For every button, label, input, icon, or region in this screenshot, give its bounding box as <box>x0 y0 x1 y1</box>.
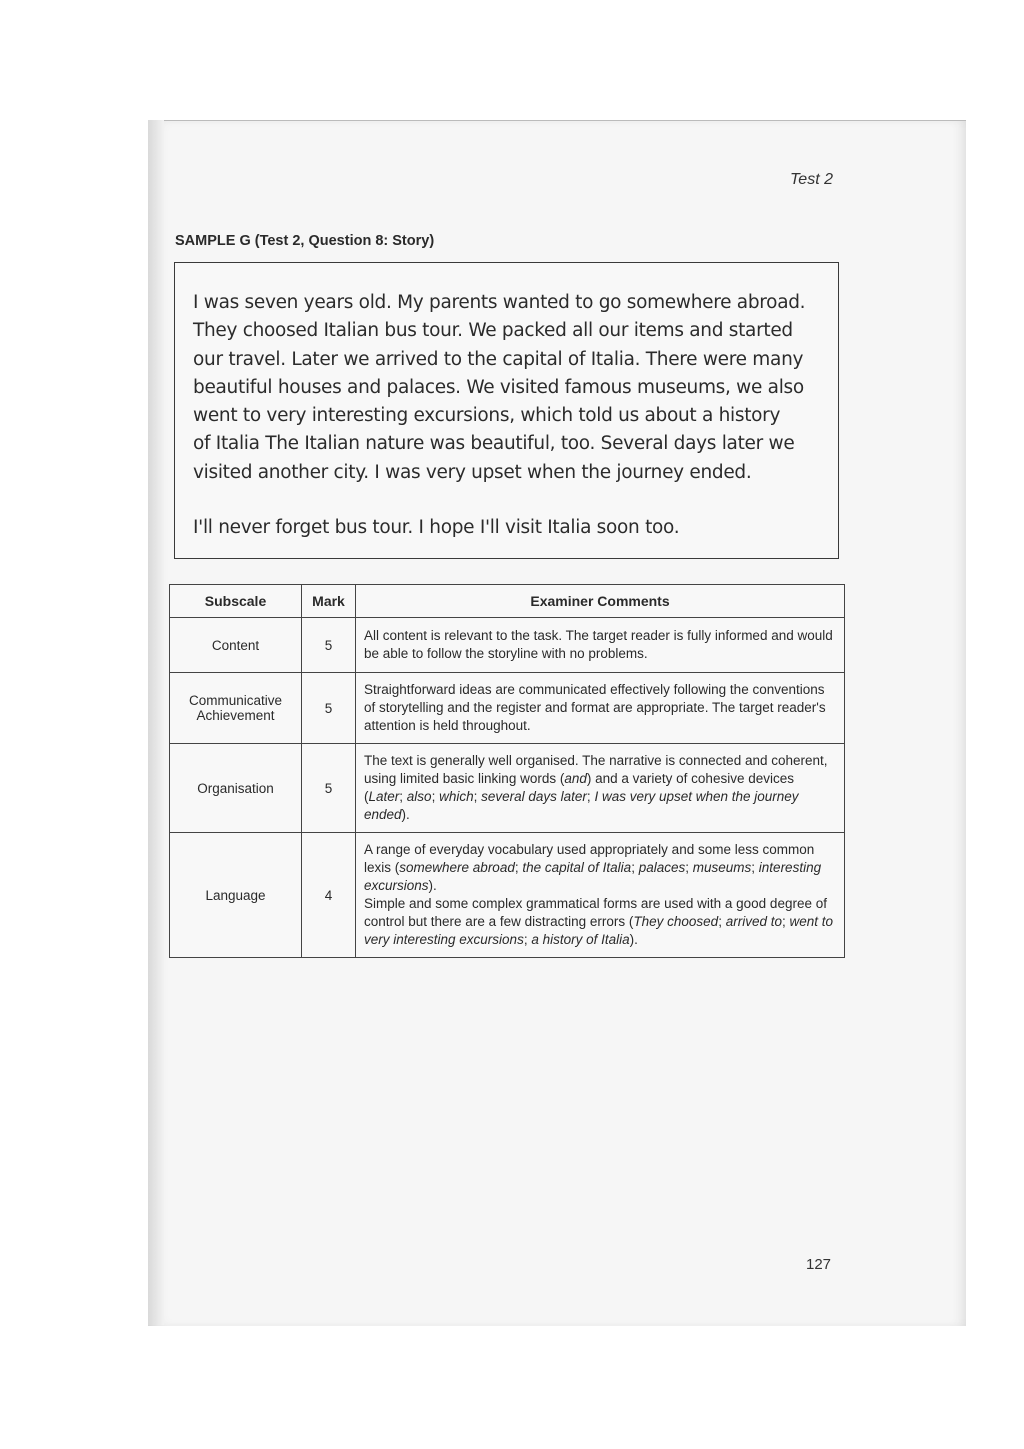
comment-quote: palaces <box>638 860 686 875</box>
comment-text: ; <box>473 789 482 804</box>
comment-text: ; <box>399 789 407 804</box>
running-head: Test 2 <box>790 171 833 188</box>
story-line: visited another city. I was very upset when the journey ended. <box>193 461 752 483</box>
story-text <box>193 289 833 487</box>
story-line: of Italia The Italian nature was beautiful, too. Several days later we <box>193 433 795 455</box>
story-line: went to very interesting excursions, which told us about a history <box>193 405 781 427</box>
comment-quote: the capital of Italia <box>522 860 632 875</box>
comment-text: ; <box>586 789 595 804</box>
comment-text: ). <box>428 878 437 893</box>
mark-header: Mark <box>302 585 356 618</box>
subscale-cell: Organisation <box>170 744 302 833</box>
comment-cell <box>356 673 845 744</box>
comment-text: Straightforward ideas are communicated effectively following the conventions of storytelling and the register and format are appropriate. The target reader's attention is held throughout. <box>364 682 826 733</box>
mark-cell: 4 <box>302 833 356 958</box>
comment-cell <box>356 833 845 958</box>
comment-quote: a history of Italia <box>531 932 630 947</box>
comment-text: Simple and some complex grammatical forms are used with a good degree of control but there are a few distracting errors ( <box>364 896 827 929</box>
table-row <box>170 618 845 673</box>
comment-cell <box>356 744 845 833</box>
comment-quote: I was very upset when the journey ended <box>364 789 799 822</box>
comment-text: ; <box>431 789 440 804</box>
story-line: I was seven years old. My parents wanted to go somewhere abroad. <box>193 292 806 313</box>
comment-text: ; <box>781 914 790 929</box>
comment-quote: which <box>439 789 474 804</box>
subscale-header: Subscale <box>170 585 302 618</box>
subscale-cell: Communicative Achievement <box>170 673 302 744</box>
comment-text: ; <box>685 860 693 875</box>
story-line: our travel. Later we arrived to the capital of Italia. There were many <box>193 348 804 370</box>
comment-text: ; <box>751 860 759 875</box>
comment-quote: several days later <box>481 789 587 804</box>
table-row <box>170 673 845 744</box>
comment-text: All content is relevant to the task. The target reader is fully informed and would be able to follow the storyline with no problems. <box>364 628 833 661</box>
comments-header: Examiner Comments <box>356 585 845 618</box>
sample-title: SAMPLE G (Test 2, Question 8: Story) <box>175 233 435 249</box>
comment-text: ). <box>629 932 638 947</box>
comment-text: ; <box>631 860 639 875</box>
comment-quote: interesting excursions <box>364 860 822 893</box>
story-closing-line: I'll never forget bus tour. I hope I'll visit Italia soon too. <box>193 517 680 538</box>
comment-quote: also <box>406 789 432 804</box>
comment-text: ) and a variety of cohesive devices ( <box>364 771 794 804</box>
comment-text: The text is generally well organised. The narrative is connected and coherent, using limited basic linking words ( <box>364 753 828 786</box>
table-row <box>170 744 845 833</box>
subscale-cell: Content <box>170 618 302 673</box>
page-number: 127 <box>806 1256 832 1273</box>
comment-text: A range of everyday vocabulary used appropriately and some less common lexis ( <box>364 842 815 875</box>
comment-text: ). <box>401 807 410 822</box>
page-binding-shadow <box>148 120 164 1325</box>
comment-quote: somewhere abroad <box>399 860 515 875</box>
table-header-row <box>170 585 845 618</box>
comment-quote: Later <box>368 789 400 804</box>
story-line: They choosed Italian bus tour. We packed all our items and started <box>193 320 793 342</box>
story-box <box>174 262 839 559</box>
mark-cell: 5 <box>302 744 356 833</box>
marks-table <box>169 584 845 958</box>
comment-quote: arrived to <box>725 914 782 929</box>
comment-text: ; <box>523 932 532 947</box>
subscale-cell: Language <box>170 833 302 958</box>
story-line: beautiful houses and palaces. We visited famous museums, we also <box>193 376 804 398</box>
mark-cell: 5 <box>302 673 356 744</box>
comment-quote: They choosed <box>633 914 719 929</box>
comment-cell <box>356 618 845 673</box>
comment-text: ; <box>718 914 726 929</box>
table-row <box>170 833 845 958</box>
comment-quote: went to very interesting excursions <box>364 914 834 947</box>
comment-quote: and <box>564 771 587 786</box>
comment-text: ; <box>514 860 523 875</box>
mark-cell: 5 <box>302 618 356 673</box>
comment-quote: museums <box>692 860 752 875</box>
